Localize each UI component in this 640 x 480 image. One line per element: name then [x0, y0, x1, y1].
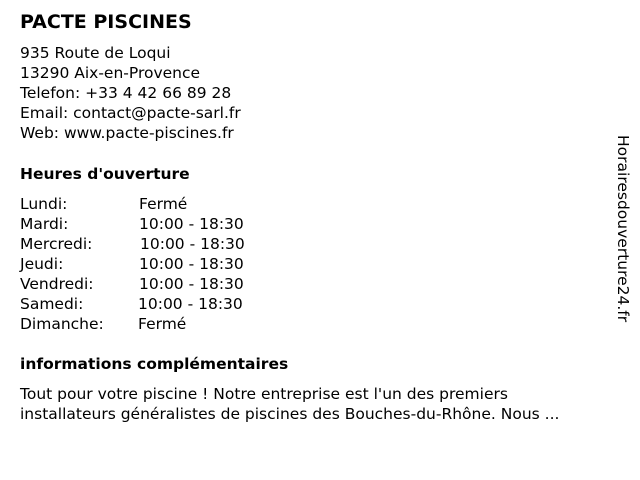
street-address: 935 Route de Loqui [20, 44, 171, 62]
day-label: Mardi: [20, 215, 69, 233]
website-address: Web: www.pacte-piscines.fr [20, 124, 234, 142]
description-line: Tout pour votre piscine ! Notre entreprise est l'un des premiers [20, 385, 508, 403]
day-label: Jeudi: [20, 255, 64, 273]
opening-hours-heading: Heures d'ouverture [20, 165, 190, 183]
day-hours: 10:00 - 18:30 [139, 215, 244, 233]
email-address: Email: contact@pacte-sarl.fr [20, 104, 241, 122]
description-line: installateurs généralistes de piscines des Bouches-du-Rhône. Nous ... [20, 405, 560, 423]
site-watermark: Horairesdouverture24.fr [614, 135, 632, 323]
description-text [20, 384, 630, 424]
business-name: PACTE PISCINES [20, 11, 192, 33]
day-hours: 10:00 - 18:30 [140, 235, 245, 253]
day-hours: 10:00 - 18:30 [139, 275, 244, 293]
day-hours: Fermé [139, 195, 188, 213]
day-label: Samedi: [20, 295, 84, 313]
day-label: Vendredi: [20, 275, 94, 293]
contact-block [20, 43, 241, 143]
city-address: 13290 Aix-en-Provence [20, 64, 201, 82]
day-hours: Fermé [138, 315, 187, 333]
day-label: Lundi: [20, 195, 68, 213]
day-hours: 10:00 - 18:30 [139, 255, 244, 273]
day-hours: 10:00 - 18:30 [138, 295, 243, 313]
day-label: Dimanche: [20, 315, 104, 333]
additional-info-heading: informations complémentaires [20, 355, 289, 373]
day-label: Mercredi: [20, 235, 93, 253]
phone-number: Telefon: +33 4 42 66 89 28 [20, 84, 232, 102]
